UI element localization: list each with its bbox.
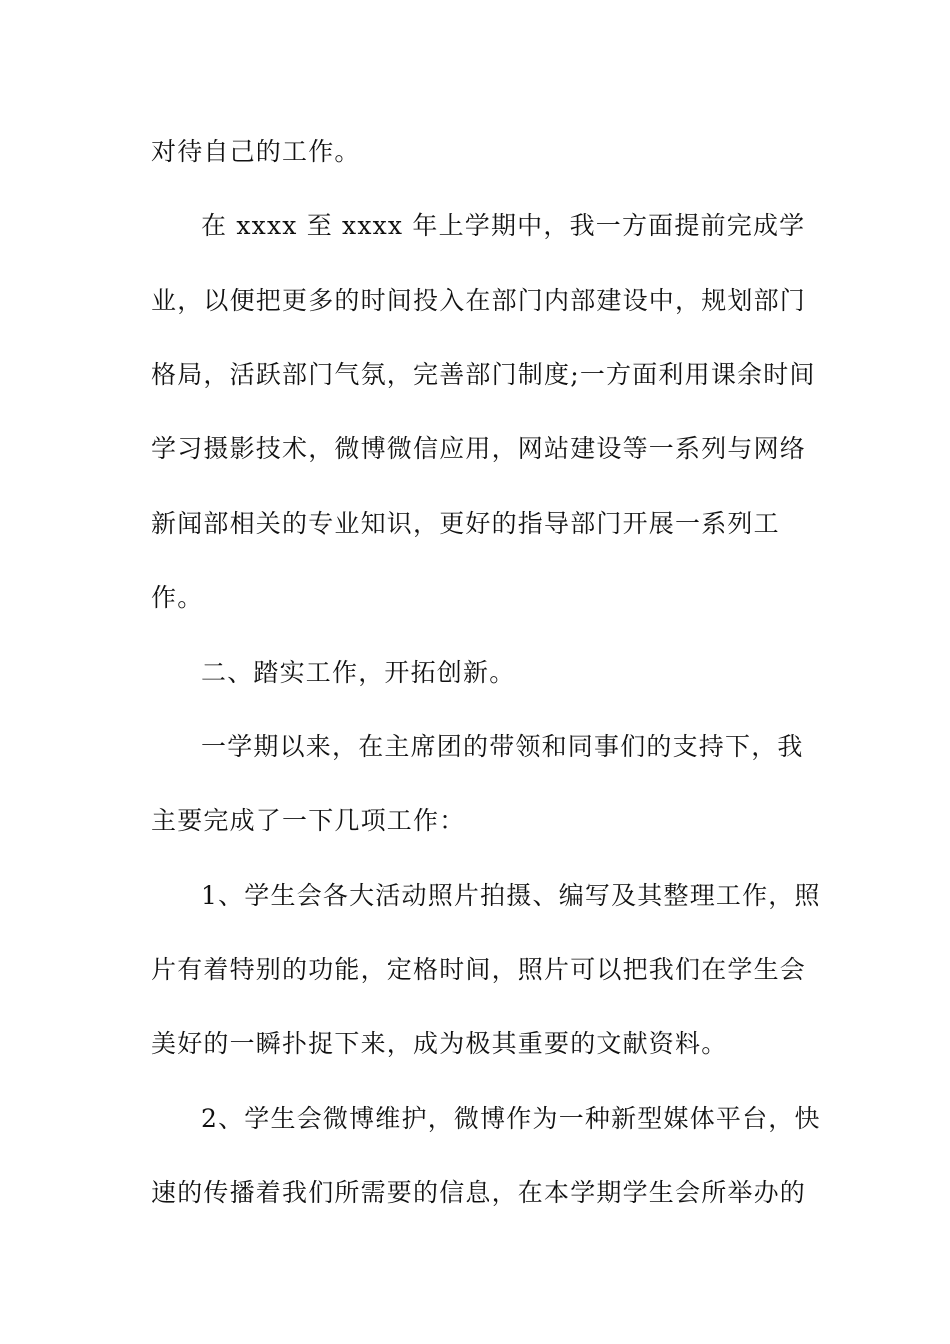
- text-line: 美好的一瞬扑捉下来，成为极其重要的文献资料。: [151, 1029, 728, 1058]
- text-line: 片有着特别的功能，定格时间，照片可以把我们在学生会: [151, 955, 807, 984]
- paragraph-start-line: 一学期以来，在主席团的带领和同事们的支持下，我: [201, 732, 804, 761]
- text-line: 作。: [151, 583, 204, 612]
- paragraph-start-line: 在 xxxx 至 xxxx 年上学期中，我一方面提前完成学: [201, 211, 806, 240]
- text-line: 业，以便把更多的时间投入在部门内部建设中，规划部门: [151, 286, 807, 315]
- text-line: 新闻部相关的专业知识，更好的指导部门开展一系列工: [151, 509, 780, 538]
- text-line: 主要完成了一下几项工作：: [151, 806, 466, 835]
- text-line: 速的传播着我们所需要的信息，在本学期学生会所举办的: [151, 1178, 807, 1207]
- text-line: 格局，活跃部门气氛，完善部门制度;一方面利用课余时间: [151, 360, 816, 389]
- section-heading: 二、踏实工作，开拓创新。: [201, 658, 516, 687]
- text-line: 对待自己的工作。: [151, 137, 361, 166]
- list-item-1-line: 1、学生会各大活动照片拍摄、编写及其整理工作，照: [201, 881, 821, 910]
- list-item-2-line: 2、学生会微博维护，微博作为一种新型媒体平台，快: [201, 1104, 821, 1133]
- text-line: 学习摄影技术，微博微信应用，网站建设等一系列与网络: [151, 434, 807, 463]
